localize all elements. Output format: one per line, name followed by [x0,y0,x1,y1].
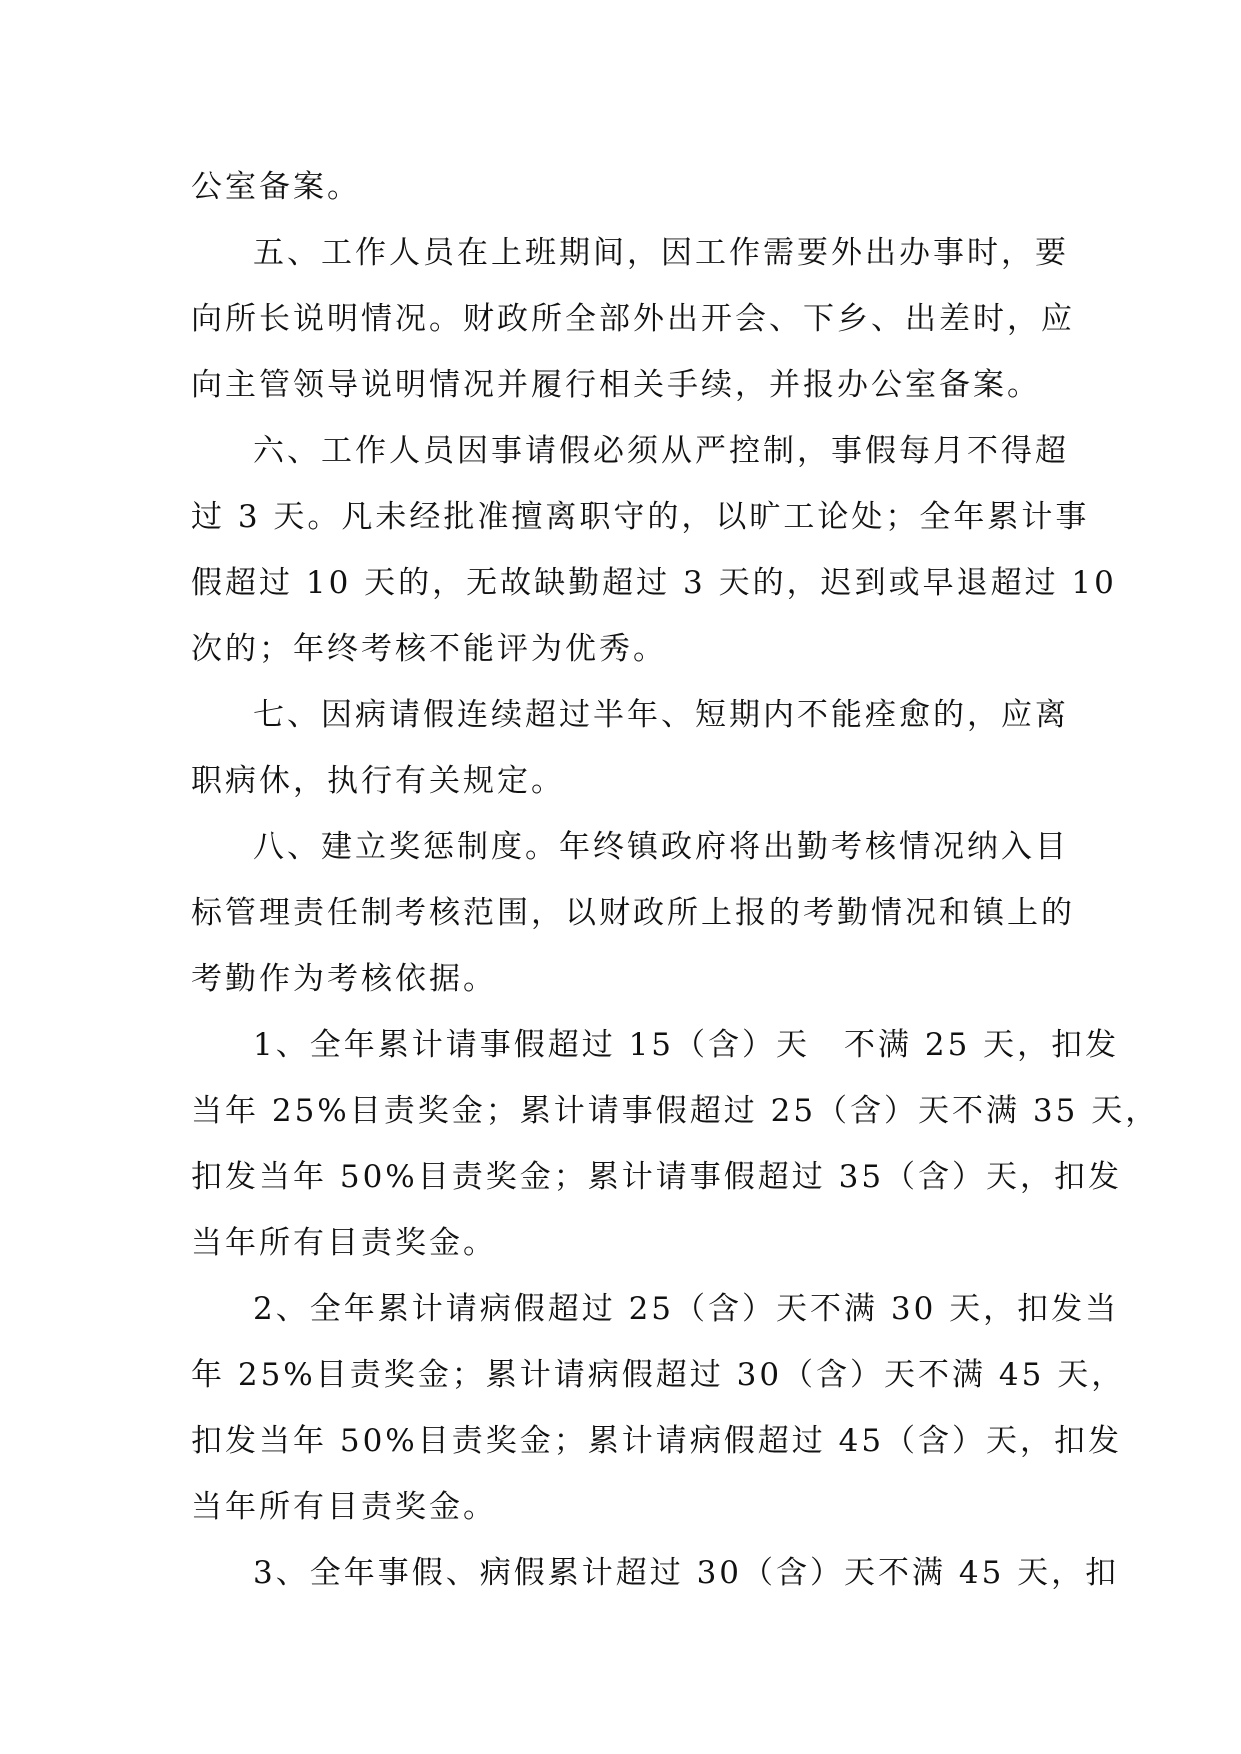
text-line: 年 25%目责奖金；累计请病假超过 30（含）天不满 45 天， [191,1357,1126,1393]
text-line: 当年所有目责奖金。 [191,1225,497,1261]
text-line: 扣发当年 50%目责奖金；累计请事假超过 35（含）天，扣发 [191,1159,1123,1195]
text-line: 当年 25%目责奖金；累计请事假超过 25（含）天不满 35 天， [191,1093,1160,1129]
item-1-line-1: 1、全年累计请事假超过 15（含）天 不满 25 天，扣发 [253,1027,1120,1063]
text-line: 过 3 天。凡未经批准擅离职守的，以旷工论处；全年累计事 [191,499,1090,535]
text-line: 假超过 10 天的，无故缺勤超过 3 天的，迟到或早退超过 10 [191,565,1117,601]
text-line: 扣发当年 50%目责奖金；累计请病假超过 45（含）天，扣发 [191,1423,1123,1459]
text-line: 向主管领导说明情况并履行相关手续，并报办公室备案。 [191,367,1041,403]
paragraph-8-line-1: 八、建立奖惩制度。年终镇政府将出勤考核情况纳入目 [253,829,1069,865]
paragraph-6-line-1: 六、工作人员因事请假必须从严控制，事假每月不得超 [253,433,1069,469]
item-3-line-1: 3、全年事假、病假累计超过 30（含）天不满 45 天，扣 [253,1555,1120,1591]
text-line: 考勤作为考核依据。 [191,961,497,997]
text-line: 当年所有目责奖金。 [191,1489,497,1525]
item-2-line-1: 2、全年累计请病假超过 25（含）天不满 30 天，扣发当 [253,1291,1120,1327]
text-line: 职病休，执行有关规定。 [191,763,565,799]
text-line: 公室备案。 [191,169,361,205]
text-line: 次的；年终考核不能评为优秀。 [191,631,667,667]
paragraph-5-line-1: 五、工作人员在上班期间，因工作需要外出办事时，要 [253,235,1069,271]
paragraph-7-line-1: 七、因病请假连续超过半年、短期内不能痊愈的，应离 [253,697,1069,733]
text-line: 向所长说明情况。财政所全部外出开会、下乡、出差时，应 [191,301,1075,337]
document-body [191,154,1160,1606]
text-line: 标管理责任制考核范围，以财政所上报的考勤情况和镇上的 [191,895,1075,931]
